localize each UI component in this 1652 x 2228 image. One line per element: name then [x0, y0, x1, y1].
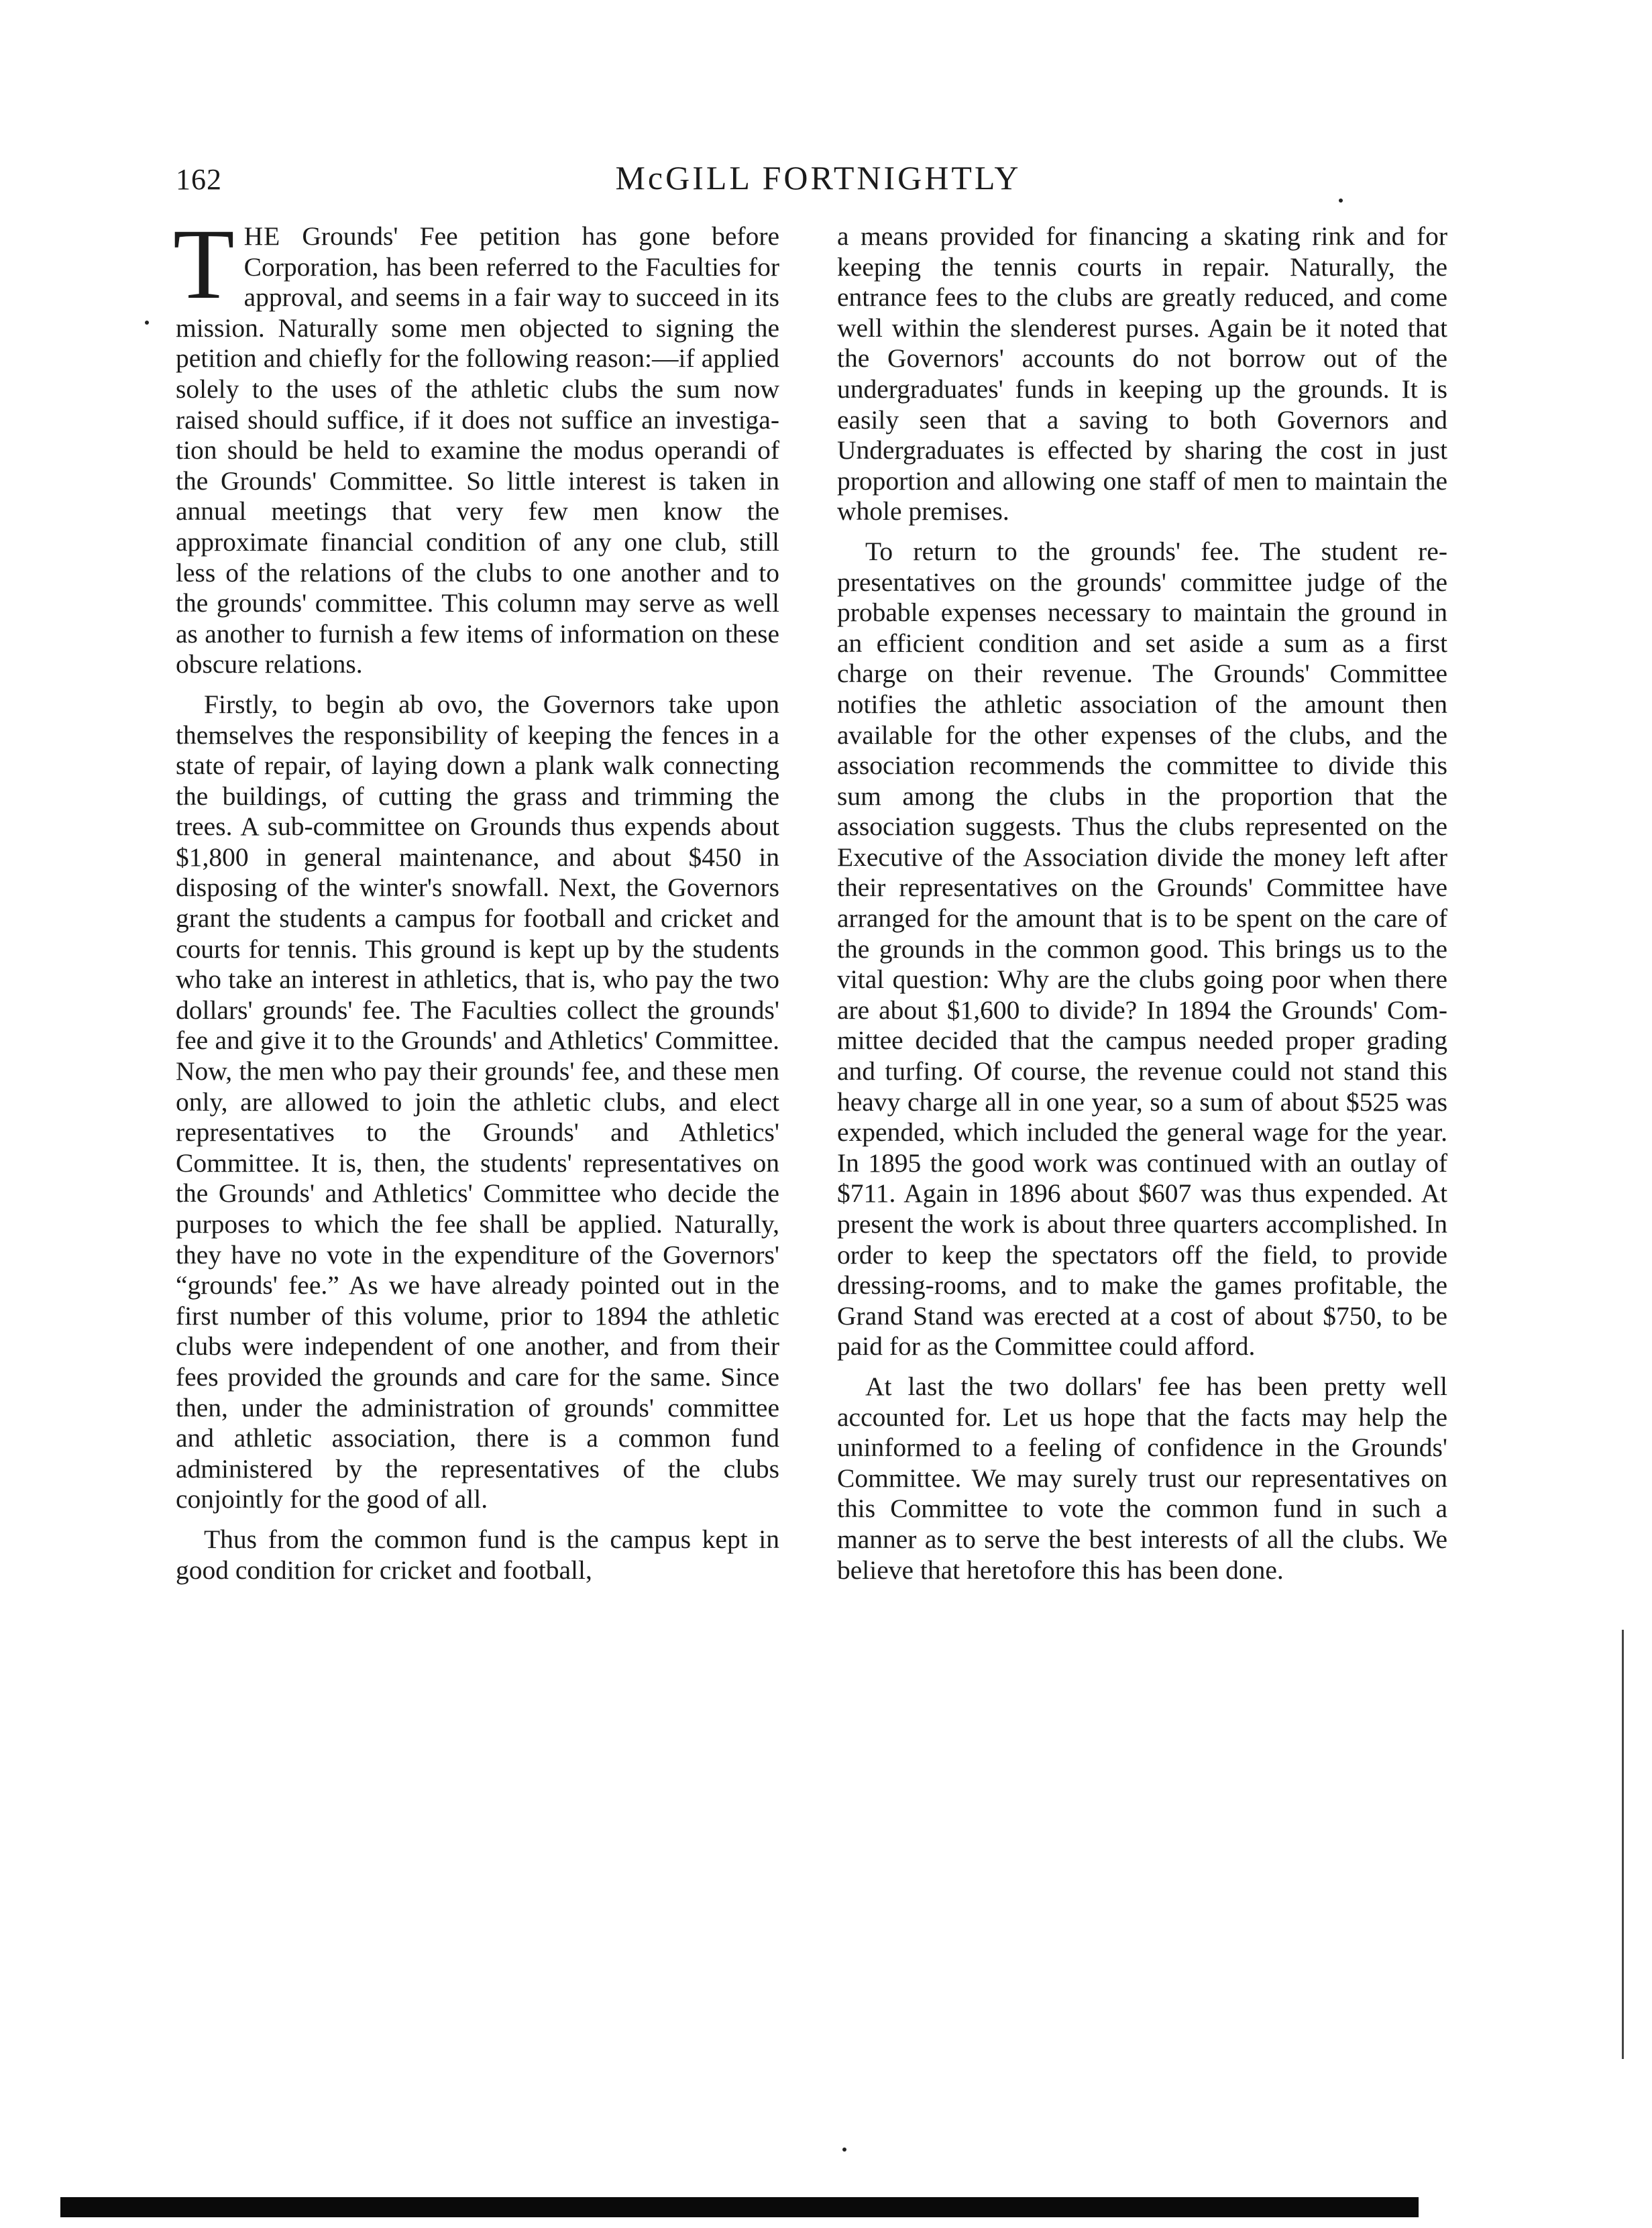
- drop-cap: T: [173, 209, 235, 320]
- right-column: [837, 221, 1447, 1585]
- lead-caps: HE: [243, 221, 281, 251]
- paragraph-4: a means provided for financing a skating rink and for keeping the tennis courts in repair. Naturally, the entrance fees to the clubs are greatly reduced, and come well within the slenderest purses. Again be it noted that the Governors' accounts do not borrow out of the undergraduates' funds in keeping up the grounds. It is easily seen that a saving to both Governors and Undergraduates is effected by sharing the cost in just proportion and allowing one staff of men to maintain the whole premises.: [837, 221, 1447, 526]
- paragraph-6: At last the two dollars' fee has been pretty well accounted for. Let us hope that the facts may help the uninformed to a feeling of confidence in the Grounds' Committee. We may surely trust our representatives on this Committee to vote the common fund in such a manner as to serve the best interests of all the clubs. We believe that heretofore this has been done.: [837, 1371, 1447, 1585]
- paragraph-2: Firstly, to begin ab ovo, the Governors take upon themselves the responsibility of keeping the fences in a state of repair, of laying down a plank walk connecting the buildings, of cutting the grass and trimming the trees. A sub-committee on Grounds thus expends about $1,800 in general maintenance, and about $450 in disposing of the winter's snowfall. Next, the Governors grant the students a campus for football and cricket and courts for tennis. This ground is kept up by the students who take an interest in athletics, that is, who pay the two dollars' grounds' fee. The Faculties collect the grounds' fee and give it to the Grounds' and Athletics' Committee. Now, the men who pay their grounds' fee, and these men only, are allowed to join the athletic clubs, and elect representatives to the Grounds' and Athletics' Committee. It is, then, the students' representatives on the Grounds' and Athletics' Committee who decide the purposes to which the fee shall be applied. Naturally, they have no vote in the expenditure of the Governors' “grounds' fee.” As we have already pointed out in the first number of this volume, prior to 1894 the athletic clubs were independent of one another, and from their fees provided the grounds and care for the same. Since then, under the administration of grounds' committee and athletic association, there is a common fund administered by the representatives of the clubs conjointly for the good of all.: [176, 689, 779, 1514]
- bottom-rule: [60, 2197, 1419, 2217]
- left-column: [173, 209, 779, 1585]
- paragraph-1-text: Grounds' Fee petition has gone before Corporation, has been referred to the Faculties for approval, and seems in a fair way to succeed in its mission. Naturally some men objected to signing the petition and chiefly for the following reason:—if applied solely to the uses of the athletic clubs the sum now raised should suffice, if it does not suffice an investigation should be held to examine the modus operandi of the Grounds' Committee. So little interest is taken in annual meetings that very few men know the approximate financial condition of any one club, still less of the relations of the clubs to one another and to the grounds' committee. This column may serve as well as another to furnish a few items of information on these obscure relations.: [176, 221, 779, 679]
- page-number: 162: [176, 163, 222, 196]
- paragraph-5: To return to the grounds' fee. The student representatives on the grounds' committee judge of the probable expenses necessary to maintain the ground in an efficient condition and set aside a sum as a first charge on their revenue. The Grounds' Committee notifies the athletic association of the amount then available for the other expenses of the clubs, and the association recommends the committee to divide this sum among the clubs in the proportion that the association suggests. Thus the clubs represented on the Executive of the Association divide the money left after their representatives on the Grounds' Committee have arranged for the amount that is to be spent on the care of the grounds in the common good. This brings us to the vital question: Why are the clubs going poor when there are about $1,600 to divide? In 1894 the Grounds' Committee decided that the campus needed proper grading and turfing. Of course, the revenue could not stand this heavy charge all in one year, so a sum of about $525 was expended, which included the general wage for the year. In 1895 the good work was continued with an outlay of $711. Again in 1896 about $607 was thus expended. At present the work is about three quarters accomplished. In order to keep the spectators off the field, to provide dressing-rooms, and to make the games profitable, the Grand Stand was erected at a cost of about $750, to be paid for as the Committee could afford.: [837, 536, 1447, 1361]
- paragraph-3: Thus from the common fund is the campus kept in good condition for cricket and football,: [176, 1524, 779, 1585]
- paragraph-1: [173, 209, 779, 680]
- running-head: McGILL FORTNIGHTLY: [615, 159, 1022, 197]
- scan-speck: [145, 321, 149, 325]
- scan-edge-mark: [1622, 1630, 1624, 2059]
- scan-speck: [842, 2148, 846, 2152]
- scan-speck: [1339, 199, 1343, 203]
